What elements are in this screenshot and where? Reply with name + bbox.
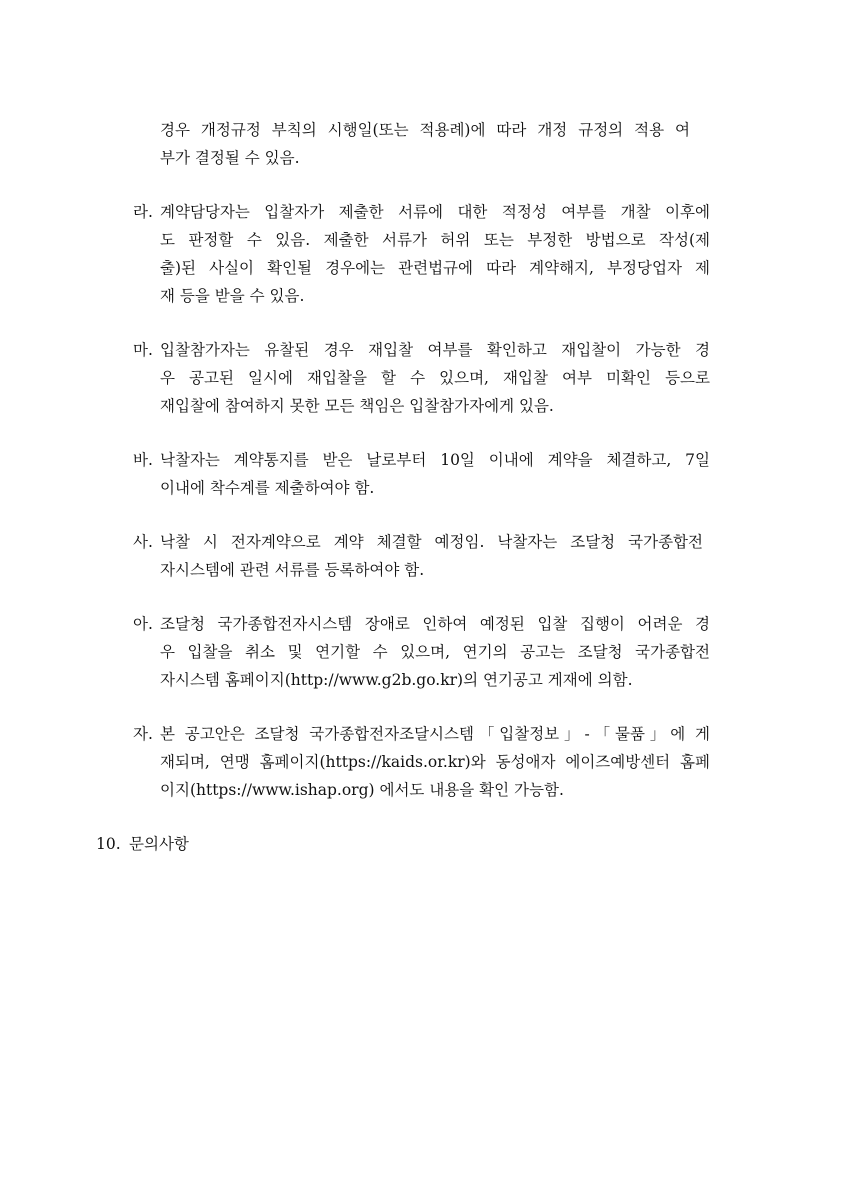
item-label-ma: 마. <box>133 341 153 359</box>
item-ma-line-1: 입찰참가자는 유찰된 경우 재입찰 여부를 확인하고 재입찰이 가능한 경 <box>160 341 710 359</box>
item-label-a: 아. <box>133 615 153 633</box>
item-ma-line-3: 재입찰에 참여하지 못한 모든 책임은 입찰참가자에게 있음. <box>160 397 554 415</box>
item-sa-line-1: 낙찰 시 전자계약으로 계약 체결할 예정임. 낙찰자는 조달청 국가종합전 <box>160 533 703 551</box>
item-label-ra: 라. <box>133 203 153 221</box>
item-ra-line-2: 도 판정할 수 있음. 제출한 서류가 허위 또는 부정한 방법으로 작성(제 <box>160 231 710 249</box>
item-label-ba: 바. <box>133 451 153 469</box>
item-a-line-3: 자시스템 홈페이지(http://www.g2b.go.kr)의 연기공고 게재에 의함. <box>160 671 633 689</box>
item-a-line-1: 조달청 국가종합전자시스템 장애로 인하여 예정된 입찰 집행이 어려운 경 <box>160 615 710 633</box>
item-ja-line-2: 재되며, 연맹 홈페이지(https://kaids.or.kr)와 동성애자 에이즈예방센터 홈페 <box>160 753 710 771</box>
item-a-line-2: 우 입찰을 취소 및 연기할 수 있으며, 연기의 공고는 조달청 국가종합전 <box>160 643 710 661</box>
item-label-sa: 사. <box>133 533 153 551</box>
continuation-line-2: 부가 결정될 수 있음. <box>160 149 300 167</box>
item-ra-line-4: 재 등을 받을 수 있음. <box>160 287 305 305</box>
item-ba-line-1: 낙찰자는 계약통지를 받은 날로부터 10일 이내에 계약을 체결하고, 7일 <box>160 451 710 469</box>
section-title: 문의사항 <box>129 835 189 853</box>
item-ja-line-3: 이지(https://www.ishap.org) 에서도 내용을 확인 가능함. <box>160 781 564 799</box>
item-sa-line-2: 자시스템에 관련 서류를 등록하여야 함. <box>160 561 425 579</box>
item-label-ja: 자. <box>133 725 153 743</box>
section-number: 10. <box>96 835 121 853</box>
continuation-line-1: 경우 개정규정 부칙의 시행일(또는 적용례)에 따라 개정 규정의 적용 여 <box>160 121 690 139</box>
item-ma-line-2: 우 공고된 일시에 재입찰을 할 수 있으며, 재입찰 여부 미확인 등으로 <box>160 369 710 387</box>
item-ba-line-2: 이내에 착수계를 제출하여야 함. <box>160 479 375 497</box>
item-ra-line-1: 계약담당자는 입찰자가 제출한 서류에 대한 적정성 여부를 개찰 이후에 <box>160 203 710 221</box>
item-ra-line-3: 출)된 사실이 확인될 경우에는 관련법규에 따라 계약해지, 부정당업자 제 <box>160 259 710 277</box>
item-ja-line-1: 본 공고안은 조달청 국가종합전자조달시스템「입찰정보」-「물품」에 게 <box>160 725 710 743</box>
